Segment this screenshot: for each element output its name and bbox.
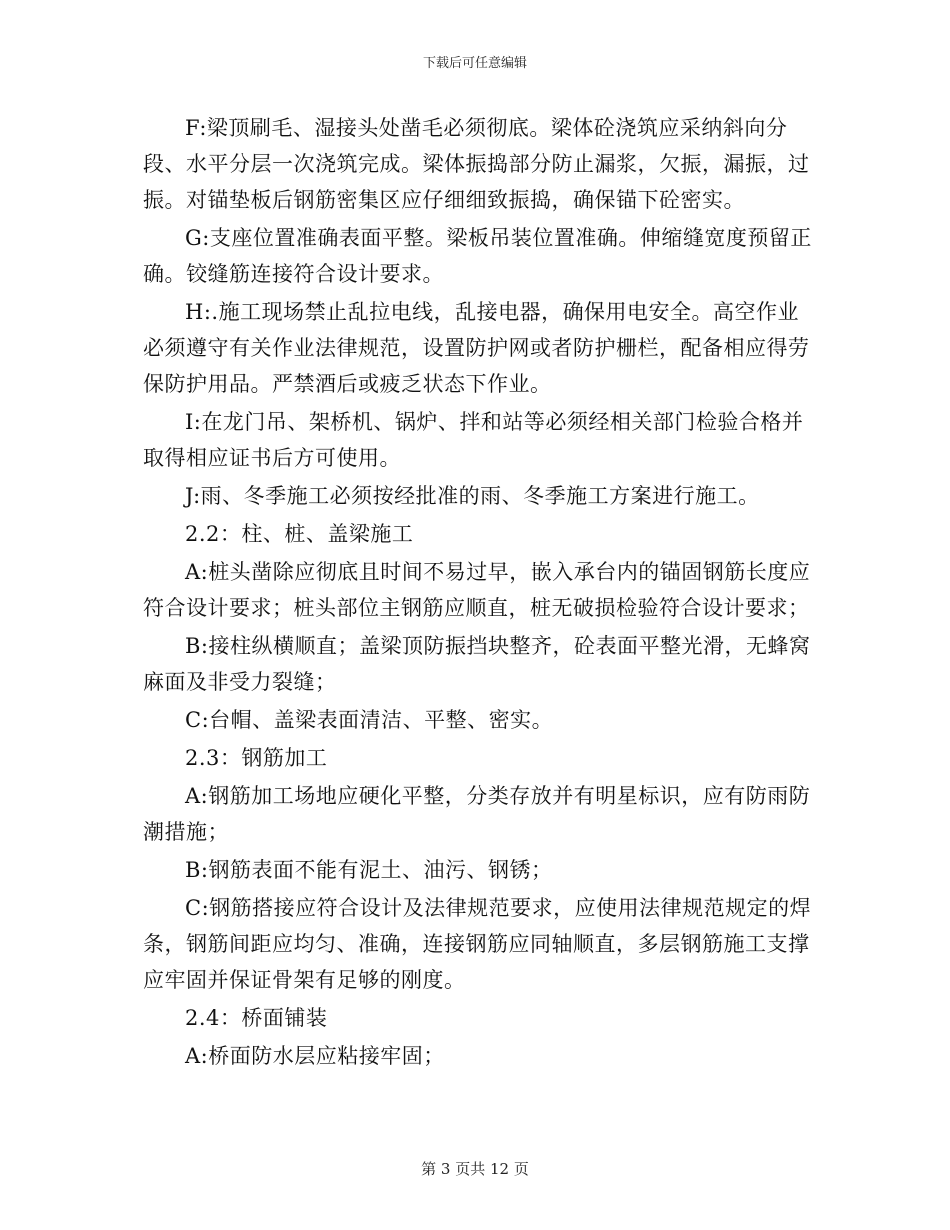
paragraph-j: J:雨、冬季施工必须按经批准的雨、冬季施工方案进行施工。	[185, 484, 760, 508]
section-heading-2-3: 2.3：钢筋加工	[185, 746, 328, 770]
paragraph-i: I:在龙门吊、架桥机、锅炉、拌和站等必须经相关部门检验合格并取得相应证书后方可使用。	[143, 410, 804, 470]
paragraph-2-2-c: C:台帽、盖梁表面清洁、平整、密实。	[185, 708, 554, 732]
paragraph-2-2-b: B:接柱纵横顺直；盖梁顶防振挡块整齐，砼表面平整光滑，无蜂窝麻面及非受力裂缝；	[143, 634, 811, 694]
paragraph-2-4-a: A:桥面防水层应粘接牢固；	[185, 1044, 445, 1068]
page-header: 下载后可任意编辑	[422, 56, 527, 71]
paragraph-2-3-b: B:钢筋表面不能有泥土、油污、钢锈；	[185, 858, 553, 882]
paragraph-2-3-c: C:钢筋搭接应符合设计及法律规范要求，应使用法律规范规定的焊条，钢筋间距应均匀、准确，连接钢筋应同轴顺直，多层钢筋施工支撑应牢固并保证骨架有足够的刚度。	[143, 896, 812, 992]
paragraph-f: F:梁顶刷毛、湿接头处凿毛必须彻底。梁体砼浇筑应采纳斜向分段、水平分层一次浇筑完成。梁体振捣部分防止漏浆，欠振，漏振，过振。对锚垫板后钢筋密集区应仔细细致振捣，确保锚下砼密实。	[143, 116, 810, 212]
paragraph-2-3-a: A:钢筋加工场地应硬化平整，分类存放并有明星标识，应有防雨防潮措施；	[143, 784, 811, 844]
section-heading-2-4: 2.4：桥面铺装	[185, 1006, 328, 1030]
document-body	[143, 110, 813, 1076]
page-number-footer: 第 3 页共 12 页	[421, 1160, 529, 1178]
section-heading-2-2: 2.2：柱、桩、盖梁施工	[185, 522, 414, 546]
paragraph-2-2-a: A:桩头凿除应彻底且时间不易过早，嵌入承台内的锚固钢筋长度应符合设计要求；桩头部位主钢筋应顺直，桩无破损检验符合设计要求；	[143, 560, 811, 620]
paragraph-g: G:支座位置准确表面平整。梁板吊装位置准确。伸缩缝宽度预留正确。铰缝筋连接符合设计要求。	[143, 226, 812, 286]
paragraph-h: H:.施工现场禁止乱拉电线，乱接电器，确保用电安全。高空作业必须遵守有关作业法律规范，设置防护网或者防护栅栏，配备相应得劳保防护用品。严禁酒后或疲乏状态下作业。	[143, 300, 810, 396]
